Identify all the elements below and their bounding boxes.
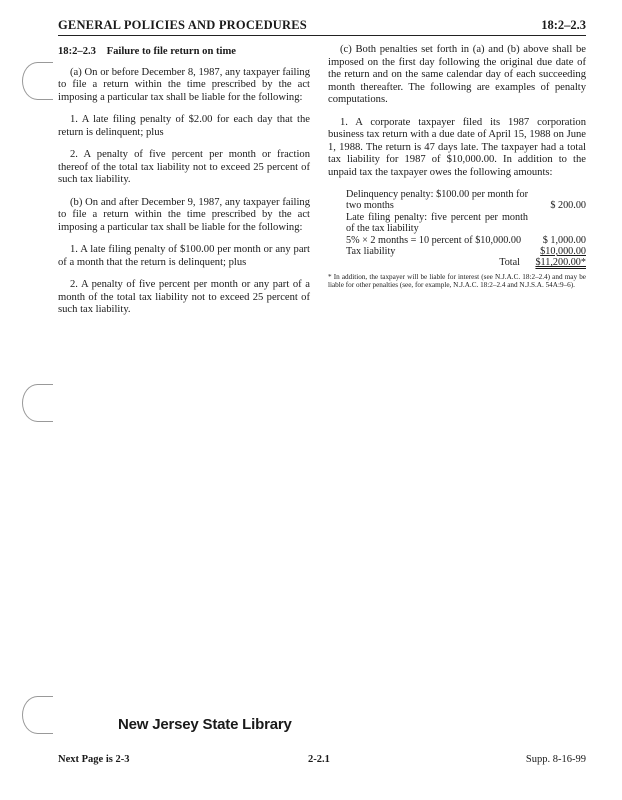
calc-label: Delinquency penalty: $100.00 per month for two months [346,189,528,212]
footer-next-page: Next Page is 2-3 [58,754,130,765]
paragraph-b2: 2. A penalty of five percent per month or any part of a month of the total tax liability not to exceed 25 percent of such tax liability. [58,279,310,315]
calc-total-amount: $11,200.00* [535,257,586,269]
calc-row-tax-liability [328,246,586,257]
paragraph-b: (b) On and after December 9, 1987, any taxpayer failing to file a return within the time prescribed by the act imposing a particular tax shall be liable for the following: [58,196,310,233]
left-column [58,42,310,327]
paragraph-c1: 1. A corporate taxpayer filed its 1987 corporation business tax return with a due date of April 15, 1988 on June 1, 1988. The return is 47 days late. The taxpayer had a total tax liability for 1987 of $10,000.00. In addition to the unpaid tax the taxpayer owes the following amounts: [328,116,586,178]
footer-page-number: 2-2.1 [308,754,330,765]
paragraph-a2: 2. A penalty of five percent per month or fraction thereof of the total tax liability not to exceed 25 percent of such tax liability. [58,149,310,185]
calc-amount: $ 200.00 [550,200,586,212]
calc-label: Late filing penalty: five percent per month of the tax liability [346,211,528,235]
punch-hole-top [22,62,53,100]
calc-total-label: Total [499,257,520,269]
calc-label: Tax liability [346,246,396,258]
calc-amount: $10,000.00 [540,246,586,258]
paragraph-b1: 1. A late filing penalty of $100.00 per month or any part of a month that the return is delinquent; plus [58,244,310,268]
punch-hole-middle [22,384,53,422]
section-heading [58,46,310,59]
punch-hole-bottom [22,696,53,734]
running-header-section: 18:2–2.3 [541,18,586,32]
calc-label: 5% × 2 months = 10 percent of $10,000.00 [346,234,522,246]
calc-row-total [328,257,586,268]
header-rule [58,35,586,36]
paragraph-c: (c) Both penalties set forth in (a) and (b) above shall be imposed on the first day following the original due date of the return and on the same calendar day of each succeeding month thereafter. The following are examples of penalty computations. [328,44,586,105]
paragraph-a1: 1. A late filing penalty of $2.00 for each day that the return is delinquent; plus [58,114,310,138]
paragraph-a: (a) On or before December 8, 1987, any taxpayer failing to file a return within the time prescribed by the act imposing a particular tax shall be liable for the following: [58,66,310,103]
calc-row-delinquency [328,189,586,212]
footer-supplement: Supp. 8-16-99 [525,754,586,765]
calc-row-percent [328,235,586,246]
penalty-computation [328,189,586,269]
right-column [328,42,586,290]
calc-row-late-filing [328,212,586,235]
section-title: Failure to file return on time [106,46,236,57]
section-number: 18:2–2.3 [58,46,96,57]
library-stamp: New Jersey State Library [118,716,292,733]
running-header-title: GENERAL POLICIES AND PROCEDURES [58,18,307,32]
calc-amount: $ 1,000.00 [542,234,586,246]
footnote: * In addition, the taxpayer will be liable for interest (see N.J.A.C. 18:2–2.4) and may be liable for other penalties (see, for example, N.J.A.C. 18:2–2.4 and N.J.S.A. 54A:9–6). [328,272,586,290]
